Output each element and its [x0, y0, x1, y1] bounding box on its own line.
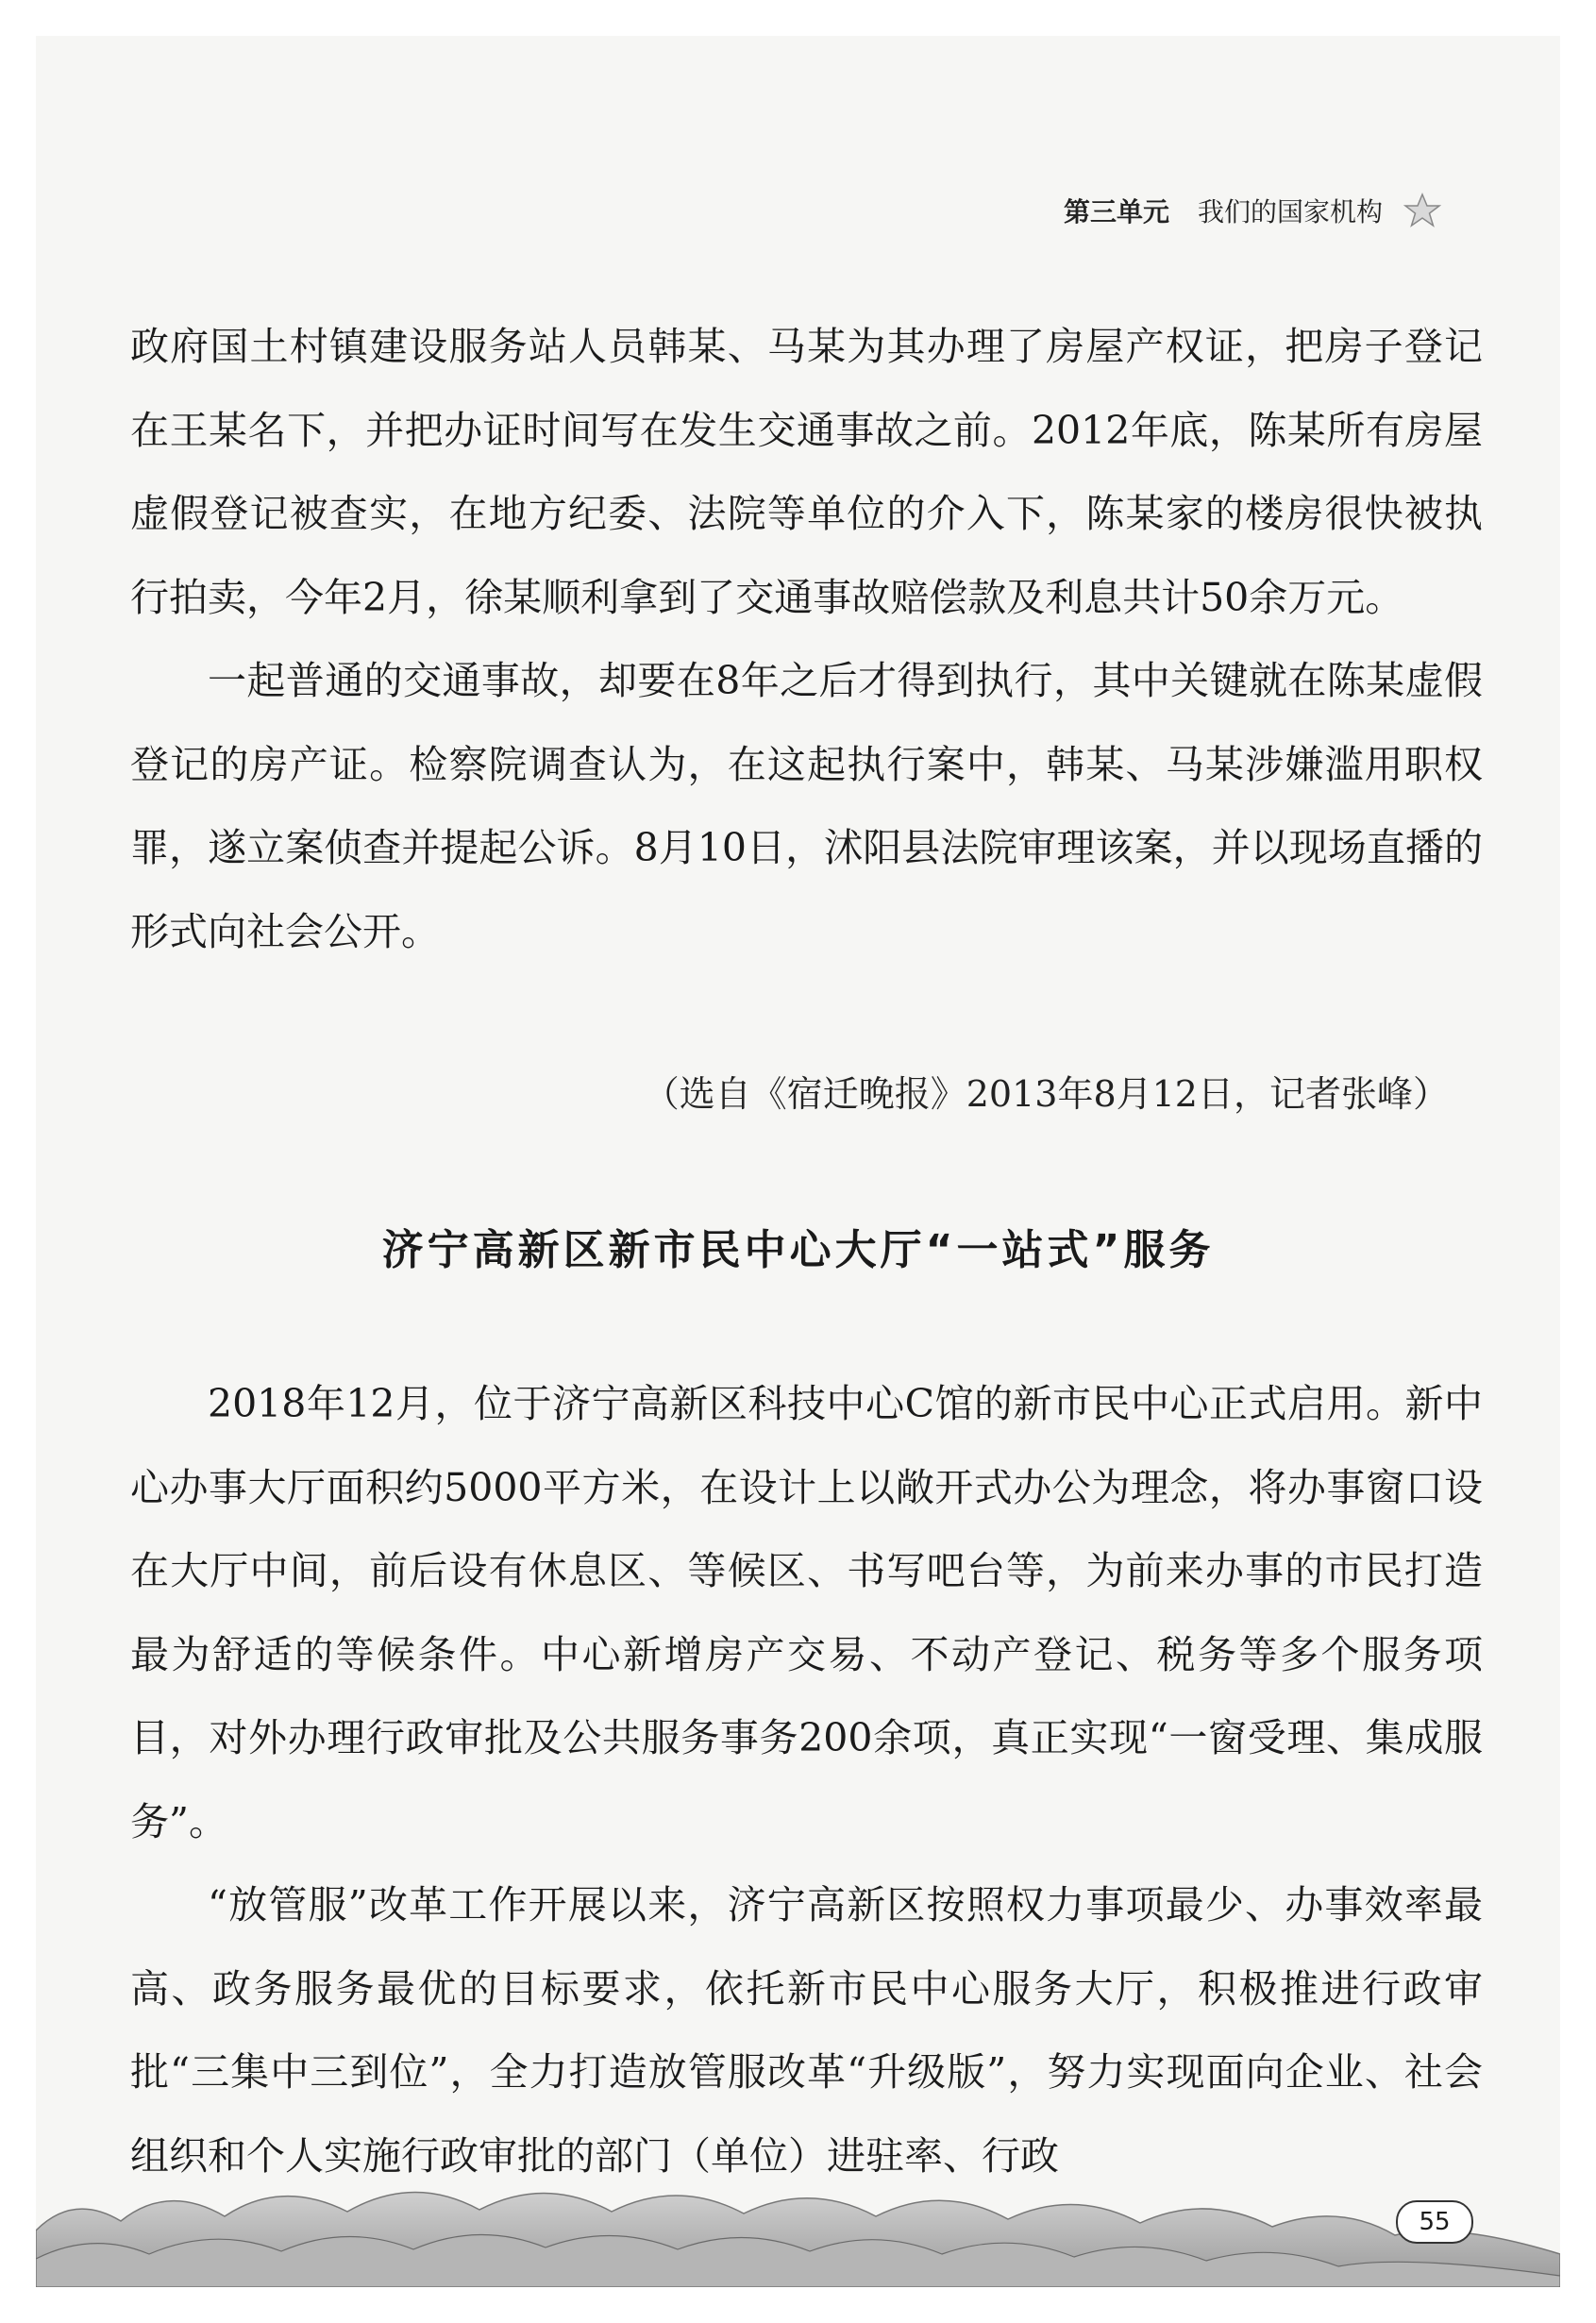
article2-body [130, 1362, 1483, 2197]
star-icon [1403, 192, 1441, 229]
article1-paragraph: 一起普通的交通事故，却要在8年之后才得到执行，其中关键就在陈某虚假登记的房产证。检察院调查认为，在这起执行案中，韩某、马某涉嫌滥用职权罪，遂立案侦查并提起公诉。8月10日，沭阳县法院审理该案，并以现场直播的形式向社会公开。 [130, 658, 1483, 954]
article1-body [130, 305, 1483, 973]
article2-title: 济宁高新区新市民中心大厅“一站式”服务 [381, 1226, 1215, 1274]
page-number: 55 [1396, 2200, 1473, 2244]
book-page [36, 36, 1560, 2287]
wave-decoration [36, 2164, 1560, 2287]
article1-source: （选自《宿迁晚报》2013年8月12日，记者张峰） [643, 1073, 1449, 1115]
article2-paragraph: “放管服”改革工作开展以来，济宁高新区按照权力事项最少、办事效率最高、政务服务最优的目标要求，依托新市民中心服务大厅，积极推进行政审批“三集中三到位”，全力打造放管服改革“升级版”，努力实现面向企业、社会组织和个人实施行政审批的部门（单位）进驻率、行政 [130, 1882, 1483, 2179]
running-header [1064, 192, 1441, 229]
article1-paragraph: 政府国土村镇建设服务站人员韩某、马某为其办理了房屋产权证，把房子登记在王某名下，并把办证时间写在发生交通事故之前。2012年底，陈某所有房屋虚假登记被查实，在地方纪委、法院等单位的介入下，陈某家的楼房很快被执行拍卖，今年2月，徐某顺利拿到了交通事故赔偿款及利息共计50余万元。 [130, 324, 1483, 620]
article2-paragraph: 2018年12月，位于济宁高新区科技中心C馆的新市民中心正式启用。新中心办事大厅面积约5000平方米，在设计上以敞开式办公为理念，将办事窗口设在大厅中间，前后设有休息区、等候区、书写吧台等，为前来办事的市民打造最为舒适的等候条件。中心新增房产交易、不动产登记、税务等多个服务项目，对外办理行政审批及公共服务事务200余项，真正实现“一窗受理、集成服务”。 [130, 1381, 1483, 1844]
header-title: 我们的国家机构 [1197, 196, 1383, 227]
header-unit: 第三单元 [1063, 196, 1169, 227]
